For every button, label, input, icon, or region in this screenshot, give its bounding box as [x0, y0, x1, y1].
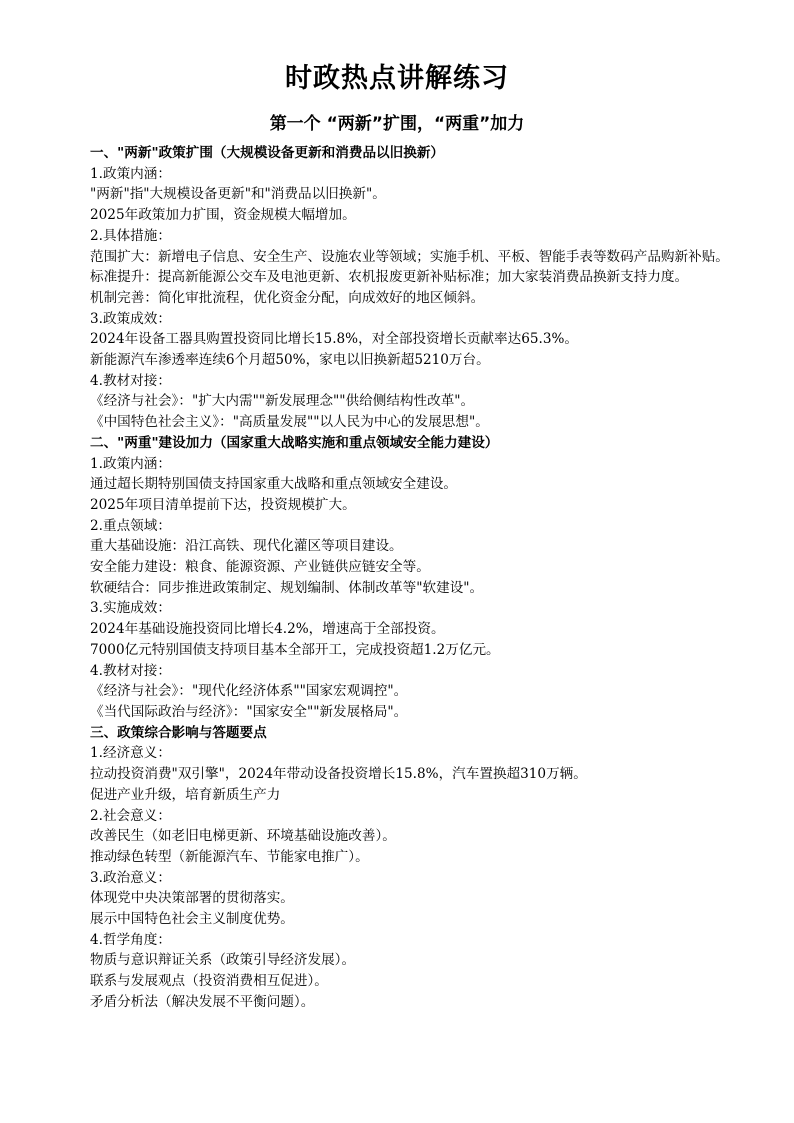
paragraph-line: 机制完善：简化审批流程，优化资金分配，向成效好的地区倾斜。 — [90, 289, 485, 306]
paragraph-line: 1.政策内涵： — [90, 165, 171, 182]
paragraph-line: 展示中国特色社会主义制度优势。 — [90, 911, 294, 928]
page-subtitle: 第一个 “两新”扩围，“两重”加力 — [269, 114, 525, 134]
paragraph-line: 物质与意识辩证关系（政策引导经济发展）。 — [90, 952, 356, 969]
paragraph-line: 3.政治意义： — [90, 869, 171, 886]
paragraph-line: 重大基础设施：沿江高铁、现代化灌区等项目建设。 — [90, 538, 403, 555]
paragraph-line: 新能源汽车渗透率连续6个月超50%，家电以旧换新超5210万台。 — [90, 352, 490, 369]
paragraph-line: 安全能力建设：粮食、能源资源、产业链供应链安全等。 — [90, 559, 430, 576]
paragraph-line: 软硬结合：同步推进政策制定、规划编制、体制改革等"软建设"。 — [90, 579, 484, 596]
paragraph-line: 范围扩大：新增电子信息、安全生产、设施农业等领域；实施手机、平板、智能手表等数码产品购新补贴。 — [90, 248, 729, 265]
paragraph-line: 7000亿元特别国债支持项目基本全部开工，完成投资超1.2万亿元。 — [90, 641, 500, 658]
paragraph-line: 2024年基础设施投资同比增长4.2%，增速高于全部投资。 — [90, 621, 445, 638]
paragraph-line: "两新"指"大规模设备更新"和"消费品以旧换新"。 — [90, 186, 386, 203]
paragraph-line: 联系与发展观点（投资消费相互促进）。 — [90, 973, 328, 990]
paragraph-line: 《当代国际政治与经济》："国家安全""新发展格局"。 — [90, 703, 408, 720]
paragraph-line: 标准提升：提高新能源公交车及电池更新、农机报废更新补贴标准；加大家装消费品换新支持力度。 — [90, 269, 689, 286]
paragraph-line: 1.经济意义： — [90, 745, 171, 762]
paragraph-line: 3.实施成效： — [90, 600, 171, 617]
paragraph-line: 1.政策内涵： — [90, 455, 171, 472]
section-heading: 二、"两重"建设加力（国家重大战略实施和重点领域安全能力建设） — [90, 434, 499, 451]
paragraph-line: 4.教材对接： — [90, 372, 171, 389]
paragraph-line: 《中国特色社会主义》："高质量发展""以人民为中心的发展思想"。 — [90, 414, 489, 431]
paragraph-line: 4.教材对接： — [90, 662, 171, 679]
paragraph-line: 《经济与社会》："扩大内需""新发展理念""供给侧结构性改革"。 — [90, 393, 475, 410]
paragraph-line: 3.政策成效： — [90, 310, 171, 327]
section-heading: 一、"两新"政策扩围（大规模设备更新和消费品以旧换新） — [90, 145, 445, 161]
section-heading: 三、政策综合影响与答题要点 — [90, 724, 267, 741]
page-title: 时政热点讲解练习 — [285, 63, 509, 94]
paragraph-line: 2024年设备工器具购置投资同比增长15.8%，对全部投资增长贡献率达65.3%。 — [90, 331, 578, 348]
document-body — [62, 143, 734, 1013]
paragraph-line: 促进产业升级，培育新质生产力 — [90, 786, 281, 803]
paragraph-line: 2.重点领域： — [90, 517, 171, 534]
paragraph-line: 2025年政策加力扩围，资金规模大幅增加。 — [90, 207, 356, 224]
paragraph-line: 《经济与社会》："现代化经济体系""国家宏观调控"。 — [90, 683, 408, 700]
paragraph-line: 改善民生（如老旧电梯更新、环境基础设施改善）。 — [90, 828, 396, 845]
paragraph-line: 推动绿色转型（新能源汽车、节能家电推广）。 — [90, 848, 369, 865]
paragraph-line: 2.具体措施： — [90, 227, 171, 244]
paragraph-line: 4.哲学角度： — [90, 931, 171, 948]
paragraph-line: 2.社会意义： — [90, 807, 171, 824]
paragraph-line: 拉动投资消费"双引擎"，2024年带动设备投资增长15.8%，汽车置换超310万辆。 — [90, 766, 587, 783]
paragraph-line: 体现党中央决策部署的贯彻落实。 — [90, 890, 294, 907]
paragraph-line: 矛盾分析法（解决发展不平衡问题）。 — [90, 993, 315, 1010]
paragraph-line: 2025年项目清单提前下达，投资规模扩大。 — [90, 496, 356, 513]
paragraph-line: 通过超长期特别国债支持国家重大战略和重点领域安全建设。 — [90, 476, 458, 493]
